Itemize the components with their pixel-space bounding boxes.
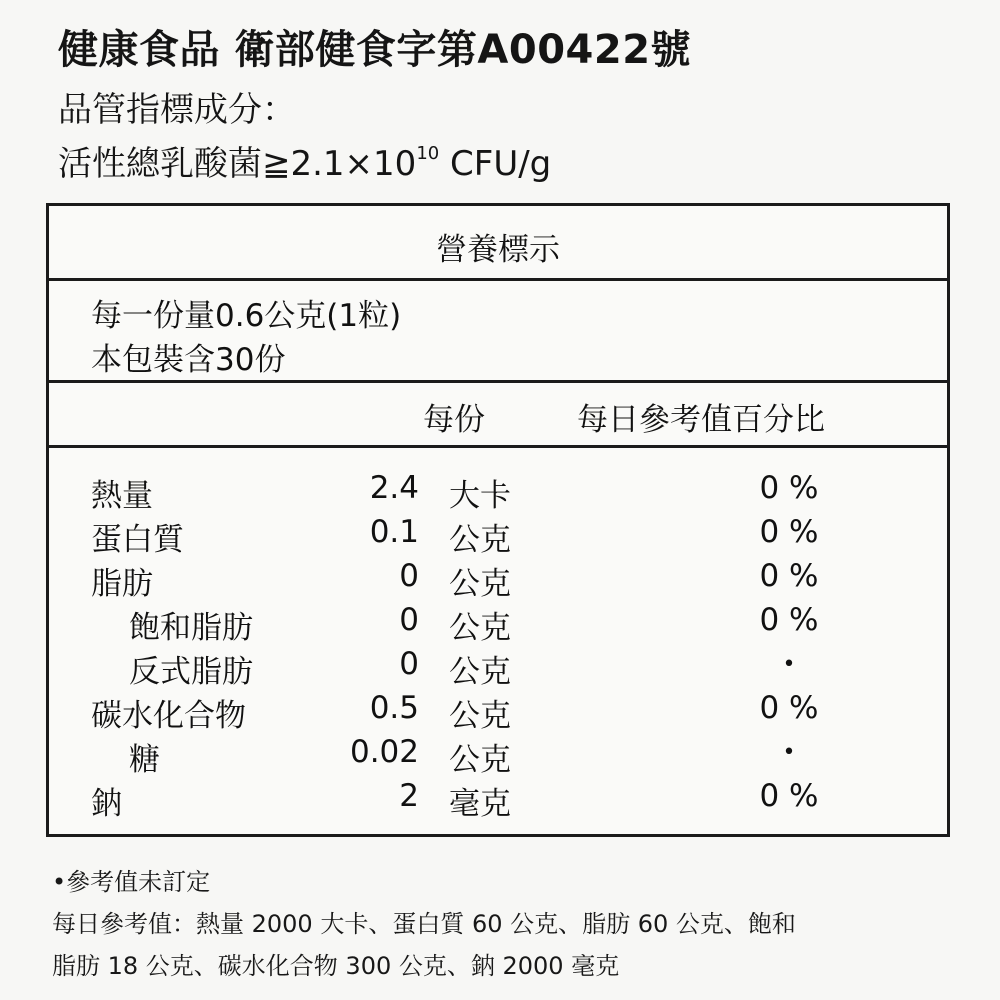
nutrient-name: 蛋白質: [91, 522, 184, 558]
serving-size: 每一份量0.6公克(1粒): [91, 298, 402, 334]
nutrient-value: 2: [399, 778, 419, 814]
nutrient-value: 0.5: [369, 690, 419, 726]
nutrient-name: 碳水化合物: [91, 698, 246, 734]
ingredient-unit: CFU/g: [439, 144, 552, 184]
divider: [49, 380, 947, 383]
nutrient-name: 熱量: [91, 478, 153, 514]
table-row: [49, 778, 947, 822]
servings-per-pack: 本包裝含30份: [91, 342, 286, 378]
nutrient-unit: 公克: [449, 698, 511, 734]
table-row: [49, 602, 947, 646]
footnote-daily-reference-cont: 脂肪 18 公克、碳水化合物 300 公克、鈉 2000 毫克: [52, 952, 620, 980]
nutrient-value: 2.4: [369, 470, 419, 506]
daily-value-percent: 0 %: [759, 690, 819, 726]
nutrient-unit: 大卡: [449, 478, 511, 514]
product-title: 健康食品 衛部健食字第A00422號: [58, 27, 692, 73]
quality-indicator-value: [58, 136, 551, 185]
table-row: [49, 514, 947, 558]
daily-value-percent: 0 %: [759, 470, 819, 506]
column-header-per-serving: 每份: [423, 402, 485, 438]
nutrient-name: 糖: [129, 742, 160, 778]
daily-value-not-set-mark: •: [782, 740, 796, 765]
ingredient-name: 活性總乳酸菌≧2.1×10: [58, 144, 417, 184]
table-row: [49, 734, 947, 778]
table-row: [49, 690, 947, 734]
nutrient-unit: 毫克: [449, 786, 511, 822]
footnote-not-set: •參考值未訂定: [52, 868, 211, 896]
nutrient-name: 鈉: [91, 786, 122, 822]
nutrient-unit: 公克: [449, 522, 511, 558]
daily-value-percent: 0 %: [759, 514, 819, 550]
nutrition-facts-table: [46, 203, 950, 837]
nutrient-name: 反式脂肪: [129, 654, 253, 690]
footnote-daily-reference: 每日參考值：熱量 2000 大卡、蛋白質 60 公克、脂肪 60 公克、飽和: [52, 910, 796, 938]
divider: [49, 445, 947, 448]
nutrient-value: 0.02: [349, 734, 419, 770]
table-row: [49, 646, 947, 690]
daily-value-percent: 0 %: [759, 602, 819, 638]
quality-indicator-label: 品管指標成分：: [58, 90, 296, 130]
nutrient-unit: 公克: [449, 566, 511, 602]
nutrient-value: 0.1: [369, 514, 419, 550]
divider: [49, 278, 947, 281]
table-title: 營養標示: [436, 232, 560, 268]
nutrient-value: 0: [399, 558, 419, 594]
daily-value-percent: 0 %: [759, 558, 819, 594]
daily-value-not-set-mark: •: [782, 652, 796, 677]
ingredient-exponent: 10: [416, 142, 440, 164]
nutrient-name: 飽和脂肪: [129, 610, 253, 646]
table-row: [49, 470, 947, 514]
nutrient-unit: 公克: [449, 610, 511, 646]
table-row: [49, 558, 947, 602]
nutrient-unit: 公克: [449, 654, 511, 690]
nutrient-value: 0: [399, 646, 419, 682]
column-header-daily-value: 每日參考值百分比: [577, 402, 825, 438]
nutrient-name: 脂肪: [91, 566, 153, 602]
daily-value-percent: 0 %: [759, 778, 819, 814]
nutrient-value: 0: [399, 602, 419, 638]
nutrient-unit: 公克: [449, 742, 511, 778]
